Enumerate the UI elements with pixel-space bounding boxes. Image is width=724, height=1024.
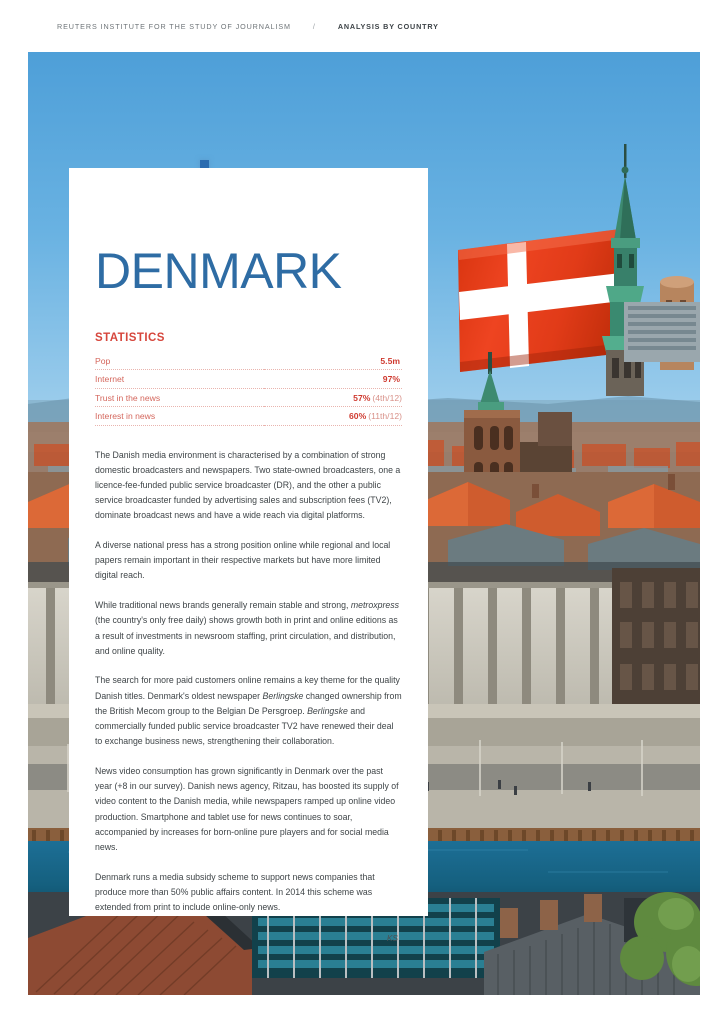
paragraph: News video consumption has grown significantly in Denmark over the past year (+8 in our survey). Danish news agency, Ritzau, has boosted its supply of video content to the Danish media, while newspapers ramped up online video production. Smartphone and tablet use for news continues to soar, accompanied by increases for born-online pure players and for social media news. bbox=[95, 765, 399, 852]
table-row bbox=[95, 407, 402, 426]
stat-value: 57% bbox=[353, 392, 371, 403]
institute-name: REUTERS INSTITUTE FOR THE STUDY OF JOURNALISM bbox=[57, 21, 291, 31]
stat-value: 97% bbox=[382, 374, 400, 384]
stat-label: Trust in the news bbox=[95, 388, 264, 407]
running-header bbox=[0, 0, 724, 52]
table-row bbox=[95, 370, 402, 389]
paragraph: The search for more paid customers online remains a key theme for the quality Danish titles. Denmark's oldest newspaper Berlingske changed ownership from the British Mecom group to the Belgian De Persgroep. Berlingske and commercially funded public service broadcaster TV2 have renewed their deal to exchange business news, strengthening their collaboration. bbox=[95, 675, 402, 747]
statistics-heading: STATISTICS bbox=[95, 332, 165, 344]
statistics-table bbox=[95, 351, 402, 426]
table-row bbox=[95, 388, 402, 407]
stat-label: Pop bbox=[95, 351, 264, 370]
stat-value-cell bbox=[264, 407, 402, 426]
paragraph: The Danish media environment is characterised by a combination of strong domestic broadcasters and newspapers. Two state-owned broadcasters, one a licence-fee-funded public service broadcaster (DR), and the other a public service broadcaster funded by advertising sales and subscription fees (TV2), dominate broadcast news and have a wide reach via digital platforms. bbox=[95, 449, 401, 521]
paragraph: Denmark runs a media subsidy scheme to support news companies that produce more than 50% public affairs content. In 2014 this scheme was extended from print to include online-only news. bbox=[95, 871, 375, 913]
page-title: DENMARK bbox=[95, 243, 342, 299]
running-header-inner bbox=[0, 22, 439, 31]
stat-rank: (4th/12) bbox=[372, 392, 402, 403]
country-article-card bbox=[69, 168, 428, 944]
author-initials: KS bbox=[386, 933, 398, 944]
stat-label: Internet bbox=[95, 370, 264, 389]
stat-rank: (11th/12) bbox=[368, 411, 402, 421]
stat-value-cell bbox=[264, 351, 402, 370]
stat-value-cell bbox=[264, 388, 402, 407]
stat-label: Interest in news bbox=[95, 407, 264, 426]
stat-value-cell bbox=[264, 370, 402, 389]
table-row bbox=[95, 351, 402, 370]
article-body bbox=[95, 448, 402, 916]
paragraph: While traditional news brands generally remain stable and strong, metroxpress (the country's only free daily) shows growth both in print and online editions as a result of investments in newsroom staffing, print circulation, and distribution, and online quality. bbox=[95, 600, 399, 656]
section-name: ANALYSIS BY COUNTRY bbox=[337, 21, 439, 31]
paragraph: A diverse national press has a strong position online while regional and local papers remain important in their respective markets but have more limited digital reach. bbox=[95, 540, 391, 581]
header-separator: / bbox=[312, 21, 316, 31]
stat-value: 5.5m bbox=[380, 355, 400, 366]
stat-value: 60% bbox=[349, 411, 367, 421]
